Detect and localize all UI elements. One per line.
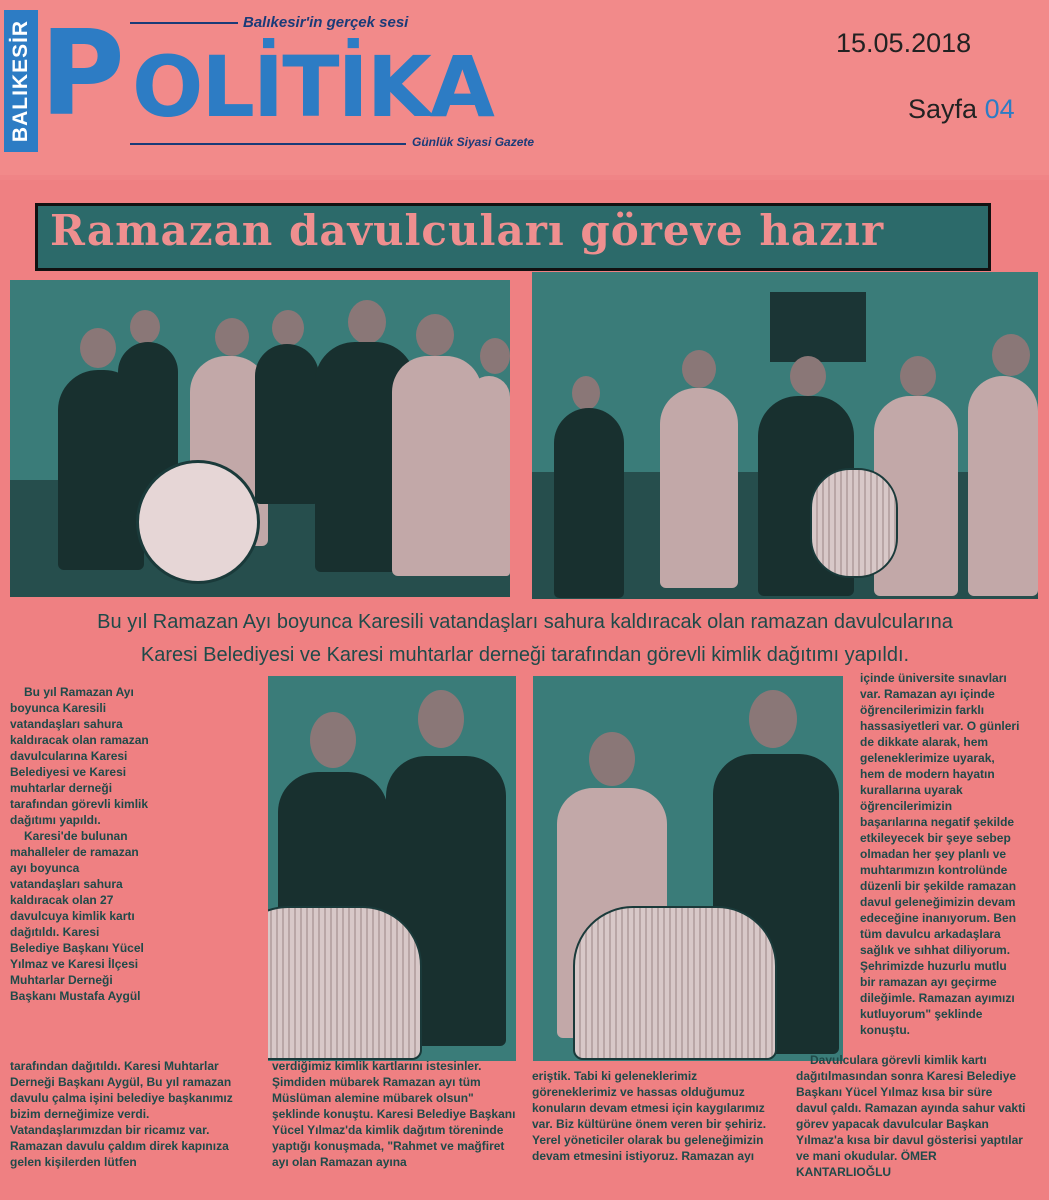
subtagline: Günlük Siyasi Gazete — [412, 135, 535, 149]
article-column-3 — [532, 1068, 780, 1164]
photo-drum-ceremony-2 — [532, 272, 1038, 599]
col2-paragraph: verdiğimiz kimlik kartlarını istesinler. Şimdiden mübarek Ramazan ayı tüm Müslüman alemine mübarek olsun" şeklinde konuştu. Karesi Belediye Başkanı Yücel Yılmaz'da kimlik dağıtım töreninde yaptığı konuşmada, "Rahmet ve mağfiret ayı olan Ramazan ayına — [272, 1059, 516, 1169]
lead-line-1: Bu yıl Ramazan Ayı boyunca Karesili vatandaşları sahura kaldıracak olan ramazan davulcularına — [97, 611, 953, 633]
article-column-1-bottom — [10, 1058, 260, 1170]
logo-wordmark: OLİTİKA — [132, 38, 493, 136]
article-lead — [10, 606, 1040, 672]
page-indicator — [908, 94, 1015, 125]
tagline: Balıkesir'in gerçek sesi — [243, 14, 409, 31]
subtagline-rule — [130, 143, 406, 145]
article-column-4-bottom — [796, 1052, 1026, 1180]
article-column-2 — [272, 1058, 522, 1170]
article-column-4 — [860, 670, 1020, 1038]
article-column-1 — [10, 684, 150, 1004]
photo-drum-ceremony-1 — [10, 280, 510, 597]
col1-paragraph-2: Karesi'de bulunan mahalleler de ramazan ayı boyunca vatandaşları sahura kaldıracak olan 27 davulcuya kimlik kartı dağıtıldı. Karesi Belediye Başkanı Yücel Yılmaz ve Karesi İlçesi Muhtarlar Derneği Başkanı Mustafa Aygül — [10, 829, 144, 1003]
logo-vertical-label: BALIKESİR — [4, 10, 38, 152]
col4-paragraph: içinde üniversite sınavları var. Ramazan ayı içinde öğrencilerimizin farklı hassasiyetleri var. O günleri de dikkate alarak, hem geleneklerimize uyarak, hem de modern hayatın kurallarına uyarak öğrencilerimizin başarılarına negatif şekilde etkileyecek bir şeye sebep olmadan her şey planlı ve muhtarımızın kontrolünde düzenli bir şekilde ramazan davul geleneğimizin devam edeceğine inanıyorum. Ben tüm davulcu arkadaşlara sağlık ve sıhhat diliyorum. Şehrimizde huzurlu mutlu bir ramazan ayı geçirme dileğimle. Ramazan ayımızı kutluyorum" şeklinde konuştu. — [860, 671, 1020, 1037]
photo-id-handover-1 — [268, 676, 516, 1061]
col1-paragraph-1: Bu yıl Ramazan Ayı boyunca Karesili vatandaşları sahura kaldıracak olan ramazan davulcularına Karesi Belediyesi ve Karesi muhtarlar derneği tarafından görevli kimlik dağıtımı yapıldı. — [10, 685, 149, 827]
col4b-paragraph: Davulculara görevli kimlik kartı dağıtılmasından sonra Karesi Belediye Başkanı Yücel Yılmaz kısa bir süre davul çaldı. Ramazan ayında sahur vakti görev yapacak davulcular Başkan Yılmaz'a kısa bir davul gösterisi yaptılar ve mani okudular. ÖMER KANTARLIOĞLU — [796, 1053, 1026, 1179]
col1b-paragraph: tarafından dağıtıldı. Karesi Muhtarlar Derneği Başkanı Aygül, Bu yıl ramazan davulu çalma işini belediye başkanımız bizim derneğimize verdi. Vatandaşlarımızdan bir ricamız var. Ramazan davulu çaldım direk kapınıza gelen kişilerden lütfen — [10, 1059, 233, 1169]
page-label: Sayfa — [908, 94, 978, 124]
lead-line-2: Karesi Belediyesi ve Karesi muhtarlar derneği tarafından görevli kimlik dağıtımı yapıldı. — [140, 644, 910, 666]
tagline-rule — [130, 22, 238, 24]
col3-paragraph: eriştik. Tabi ki geleneklerimiz göreneklerimiz ve hassas olduğumuz konuların devam etmesi için kaygılarımız var. Biz kültürüne önem veren bir şehiriz. Yerel yöneticiler olarak bu geleneğimizin devam etmesini istiyoruz. Ramazan ayı — [532, 1069, 767, 1163]
issue-date: 15.05.2018 — [836, 28, 972, 58]
photo-id-handover-2 — [533, 676, 843, 1061]
page-number: 04 — [984, 94, 1015, 124]
article-headline: Ramazan davulcuları göreve hazır — [50, 206, 885, 255]
logo-letter-p: P — [40, 4, 121, 142]
